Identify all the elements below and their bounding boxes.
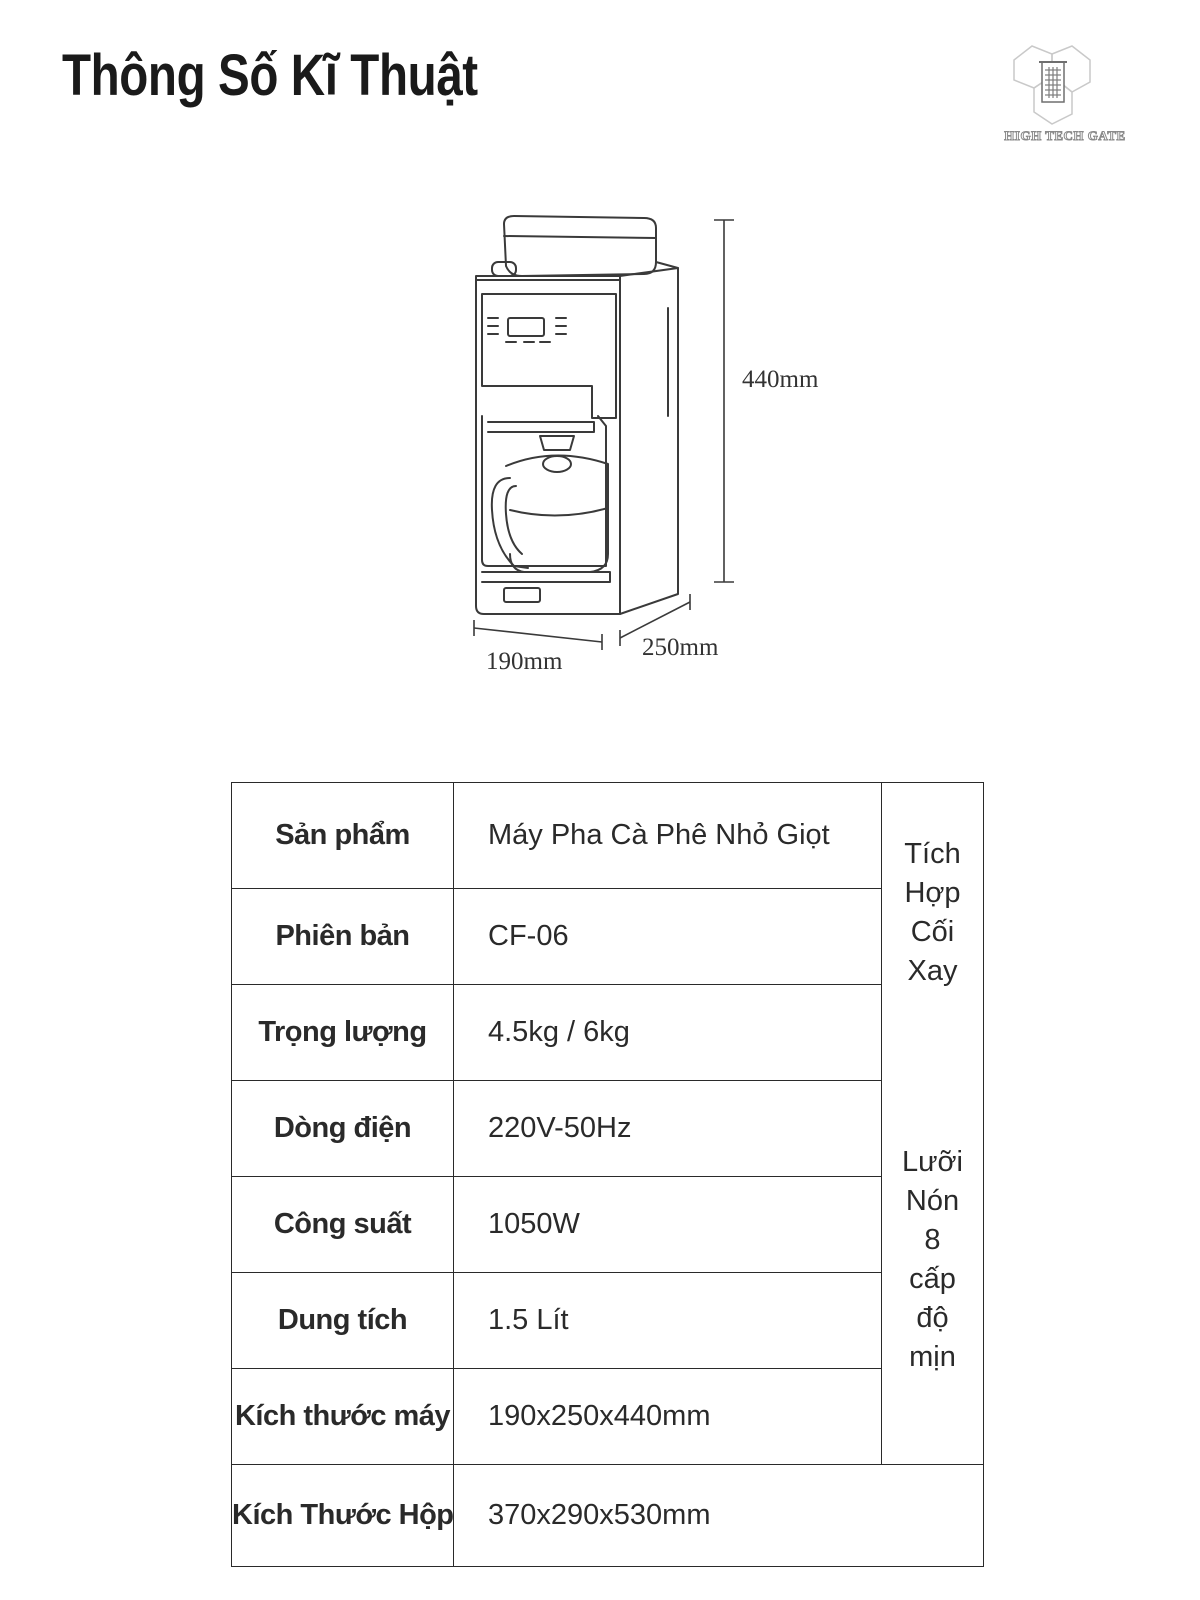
spec-label: Dòng điện xyxy=(232,1081,454,1177)
spec-label: Sản phẩm xyxy=(232,783,454,889)
spec-label: Kích Thước Hộp xyxy=(232,1465,454,1567)
table-row xyxy=(232,1177,984,1273)
table-row xyxy=(232,783,984,889)
spec-value: 4.5kg / 6kg xyxy=(454,985,882,1081)
grind-level-feature-note: Lưỡi Nón 8 cấp độ mịn xyxy=(901,1146,963,1373)
depth-dimension-label: 250mm xyxy=(642,634,719,661)
spec-value: 220V-50Hz xyxy=(454,1081,882,1177)
spec-label: Dung tích xyxy=(232,1273,454,1369)
spec-label: Kích thước máy xyxy=(232,1369,454,1465)
spec-label: Trọng lượng xyxy=(232,985,454,1081)
width-dimension-label: 190mm xyxy=(486,648,563,675)
brand-name: HIGH TECH GATE xyxy=(1004,128,1126,143)
table-row xyxy=(232,889,984,985)
spec-value: 1.5 Lít xyxy=(454,1273,882,1369)
coffee-maker-icon xyxy=(470,210,890,690)
spec-label: Công suất xyxy=(232,1177,454,1273)
spec-table xyxy=(231,782,984,1567)
hexagon-building-logo-icon xyxy=(990,40,1140,130)
feature-notes xyxy=(882,783,984,1465)
spec-value: CF-06 xyxy=(454,889,882,985)
spec-value: 190x250x440mm xyxy=(454,1369,882,1465)
coffee-machine-diagram xyxy=(470,210,890,690)
table-row xyxy=(232,1081,984,1177)
table-row xyxy=(232,1369,984,1465)
spec-value: 370x290x530mm xyxy=(454,1465,984,1567)
page-title: Thông Số Kĩ Thuật xyxy=(62,43,478,108)
table-row xyxy=(232,1465,984,1567)
brand-logo xyxy=(990,40,1140,150)
spec-value: Máy Pha Cà Phê Nhỏ Giọt xyxy=(454,783,882,889)
table-row xyxy=(232,985,984,1081)
height-dimension-label: 440mm xyxy=(742,366,819,393)
table-row xyxy=(232,1273,984,1369)
spec-label: Phiên bản xyxy=(232,889,454,985)
spec-value: 1050W xyxy=(454,1177,882,1273)
grinder-feature-note: Tích Hợp Cối Xay xyxy=(904,838,961,987)
